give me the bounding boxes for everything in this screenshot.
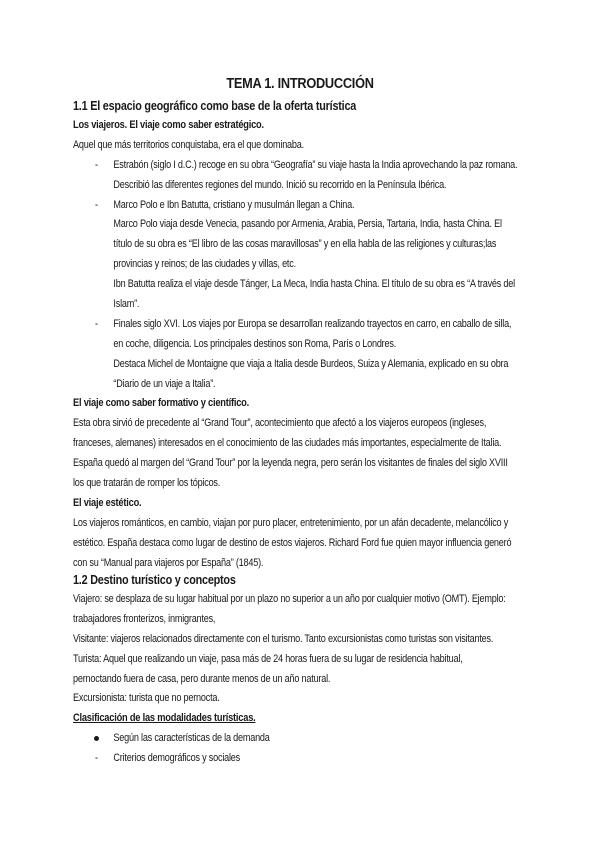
dash-bullet: - [95, 198, 98, 211]
list-item [73, 196, 533, 315]
text-line: Marco Polo e Ibn Batutta, cristiano y musulmán llegan a China. [113, 198, 355, 211]
text-line: Estrabón (siglo I d.C.) recoge en su obra “Geografía” su viaje hasta la India aprovechando la paz romana. [113, 158, 518, 171]
text-line: Destaca Michel de Montaigne que viaja a Italia desde Burdeos, Suiza y Alemania, explicado en su obra [113, 357, 509, 370]
text-line: Islam”. [113, 298, 140, 311]
text-line: con su “Manual para viajeros por España” (1845). [73, 556, 264, 569]
text-line: Ibn Batutta realiza el viaje desde Tánger, La Meca, India hasta China. El título de su obra es “A través del [113, 278, 515, 291]
text-line: Viajero: se desplaza de su lugar habitual por un plazo no superior a un año por cualquier motivo (OMT). Ejemplo: [73, 593, 506, 605]
list-item [73, 315, 533, 395]
text-line: estético. España destaca como lugar de destino de estos viajeros. Richard Ford fue quien mayor influencia generó [73, 536, 512, 549]
page-title: TEMA 1. INTRODUCCIÓN [226, 76, 374, 92]
subheading-formativo: El viaje como saber formativo y científico. [73, 397, 250, 410]
intro-paragraph: Aquel que más territorios conquistaba, era el que dominaba. [73, 138, 304, 151]
text-line: Esta obra sirvió de precedente al “Grand Tour”, acontecimiento que afectó a los viajeros europeos (ingleses, [73, 417, 487, 430]
text-line: los que tratarán de romper los tópicos. [73, 477, 221, 490]
subheading-clasificacion: Clasificación de las modalidades turísticas. [73, 712, 256, 725]
dash-bullet: - [95, 752, 98, 765]
subheading-viajeros: Los viajeros. El viaje como saber estratégico. [73, 119, 264, 131]
text-line: Turista: Aquel que realizando un viaje, pasa más de 24 horas fuera de su lugar de residencia habitual, [73, 652, 463, 665]
text-line: provincias y reinos; de las ciudades y villas, etc. [113, 258, 296, 271]
dash-bullet: - [95, 158, 98, 171]
text-line: Visitante: viajeros relacionados directamente con el turismo. Tanto excursionistas como turistas son visitantes. [73, 632, 494, 645]
subheading-estetico: El viaje estético. [73, 496, 142, 509]
text-line: franceses, alemanes) interesados en el conocimiento de las ciudades más importantes, especialmente de Italia. [73, 437, 502, 450]
text-line: título de su obra es “El libro de las cosas maravillosas” y en ella habla de las religiones y culturas;las [113, 238, 497, 251]
section-2-heading: 1.2 Destino turístico y conceptos [73, 573, 236, 587]
section-1 [73, 96, 533, 573]
section-2 [73, 570, 533, 769]
text-line: España quedó al margen del “Grand Tour” por la leyenda negra, pero serán los visitantes de finales del siglo XVIII [73, 457, 508, 470]
text-line: en coche, diligencia. Los principales destinos son Roma, París o Londres. [113, 337, 397, 350]
text-line: Según las características de la demanda [113, 732, 270, 745]
text-line: trabajadores fronterizos, inmigrantes, [73, 612, 216, 625]
text-line: Describió las diferentes regiones del mundo. Inició su recorrido en la Península Ibérica. [113, 178, 447, 191]
text-line: “Diario de un viaje a Italia”. [113, 377, 216, 390]
text-line: Marco Polo viaja desde Venecia, pasando por Armenia, Arabia, Persia, Tartaria, India, hasta China. El [113, 218, 502, 231]
list-item [73, 156, 533, 196]
text-line: pernoctando fuera de casa, pero durante menos de un año natural. [73, 672, 331, 685]
list-item [73, 749, 533, 769]
text-line: Finales siglo XVI. Los viajes por Europa se desarrollan realizando trayectos en carro, en caballo de silla, [113, 317, 512, 330]
section-1-heading: 1.1 El espacio geográfico como base de la oferta turística [73, 99, 357, 113]
text-line: Criterios demográficos y sociales [113, 752, 241, 765]
text-line: Excursionista: turista que no pernocta. [73, 692, 220, 705]
list-item [73, 729, 533, 749]
text-line: Los viajeros románticos, en cambio, viajan por puro placer, entretenimiento, por un afán decadente, melancólico y [73, 516, 509, 529]
dash-bullet: - [95, 317, 98, 330]
